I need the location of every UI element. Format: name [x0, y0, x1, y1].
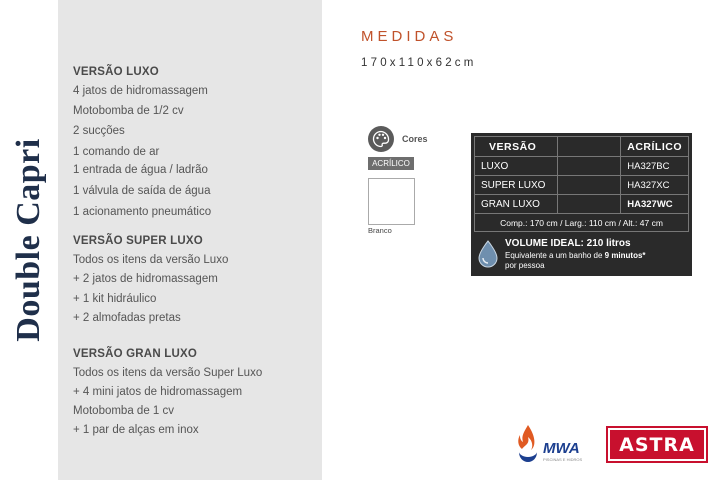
row-version: LUXO	[475, 157, 558, 176]
astra-logo	[608, 428, 706, 461]
feature-item: 1 entrada de água / ladrão	[73, 164, 208, 176]
features-panel	[58, 0, 322, 480]
feature-item: + 1 par de alças em inox	[73, 424, 199, 436]
feature-item: + 2 almofadas pretas	[73, 312, 181, 324]
feature-item: Todos os itens da versão Luxo	[73, 254, 229, 266]
feature-item: 1 comando de ar	[73, 146, 160, 158]
dimensions-row	[475, 214, 689, 232]
water-drop-icon	[477, 240, 499, 268]
product-title-vertical	[0, 0, 58, 480]
table-row	[475, 195, 689, 214]
version-title: VERSÃO LUXO	[73, 66, 159, 78]
feature-item: 1 acionamento pneumático	[73, 206, 212, 218]
version-title: VERSÃO GRAN LUXO	[73, 348, 197, 360]
swatch-label: Branco	[368, 226, 392, 235]
dimensions-text: Comp.: 170 cm / Larg.: 110 cm / Alt.: 47 cm	[475, 214, 689, 232]
feature-item: Todos os itens da versão Super Luxo	[73, 367, 263, 379]
feature-item: 4 jatos de hidromassagem	[73, 85, 208, 97]
row-code: HA327BC	[621, 157, 689, 176]
col-header-versao: VERSÃO	[475, 137, 558, 157]
row-code: HA327WC	[621, 195, 689, 214]
table-row	[475, 176, 689, 195]
volume-note-prefix: Equivalente a um banho de	[505, 251, 605, 260]
volume-note	[505, 251, 646, 260]
col-header-empty	[557, 137, 621, 157]
astra-wordmark: ASTRA	[619, 433, 695, 456]
feature-item: 1 válvula de saída de água	[73, 185, 211, 197]
feature-item: Motobomba de 1/2 cv	[73, 105, 184, 117]
version-gran-luxo	[73, 348, 318, 439]
mwa-logo	[514, 424, 596, 466]
medidas-value: 170x110x62cm	[361, 57, 477, 69]
feature-item: + 1 kit hidráulico	[73, 293, 157, 305]
row-empty	[557, 176, 621, 195]
row-code: HA327XC	[621, 176, 689, 195]
mwa-tagline: PISCINAS E HIDROS	[543, 457, 583, 462]
version-luxo	[73, 66, 318, 221]
volume-note-bold: 9 minutos*	[604, 251, 646, 260]
colors-label: Cores	[402, 134, 428, 144]
version-title: VERSÃO SUPER LUXO	[73, 235, 203, 247]
table-header-row	[475, 137, 689, 157]
spec-box	[471, 133, 692, 276]
palette-icon	[368, 126, 394, 152]
feature-item: + 4 mini jatos de hidromassagem	[73, 386, 243, 398]
table-row	[475, 157, 689, 176]
feature-item: + 2 jatos de hidromassagem	[73, 273, 218, 285]
volume-title: VOLUME IDEAL: 210 litros	[505, 238, 631, 249]
mwa-wordmark: MWA	[543, 440, 580, 457]
feature-item: Motobomba de 1 cv	[73, 405, 175, 417]
row-version: SUPER LUXO	[475, 176, 558, 195]
color-swatch-branco	[368, 178, 415, 225]
feature-item: 2 sucções	[73, 125, 125, 137]
spec-table	[474, 136, 689, 232]
version-super-luxo	[73, 235, 318, 327]
row-empty	[557, 195, 621, 214]
medidas-title: MEDIDAS	[361, 28, 458, 45]
col-header-acrilico: ACRÍLICO	[621, 137, 689, 157]
material-tag: ACRÍLICO	[368, 157, 414, 170]
flame-drop-icon	[516, 424, 540, 464]
row-version: GRAN LUXO	[475, 195, 558, 214]
volume-info	[474, 236, 689, 274]
row-empty	[557, 157, 621, 176]
volume-note-line2: por pessoa	[505, 261, 545, 270]
product-title: Double Capri	[10, 138, 47, 342]
